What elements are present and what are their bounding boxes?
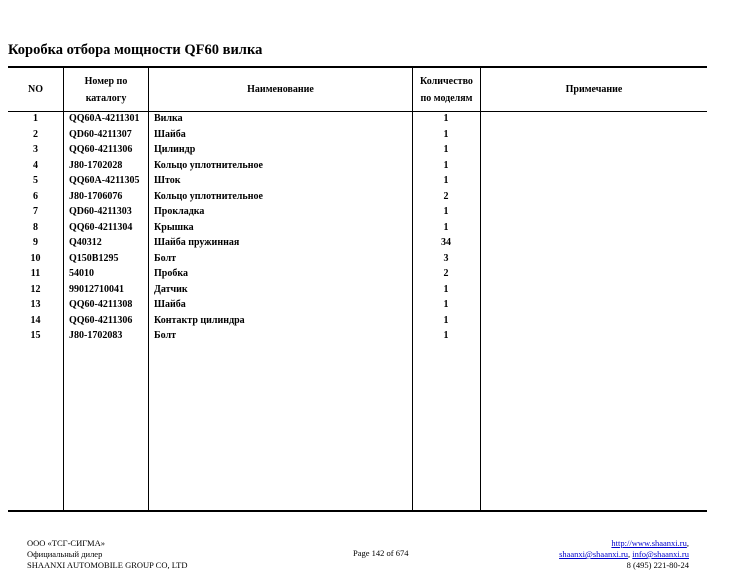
header-divider [8, 111, 707, 112]
row-quantity: 1 [443, 113, 449, 124]
row-no: 10 [30, 252, 41, 264]
row-quantity: 1 [443, 330, 449, 341]
row-catalog-number: QQ60A-4211305 [69, 175, 140, 186]
row-no: 4 [33, 159, 38, 171]
table-row [8, 299, 707, 315]
table-row [8, 222, 707, 238]
table-row [8, 175, 707, 191]
header-catalog-line2: каталогу [85, 92, 127, 104]
header-catalog-line1: Номер по [84, 75, 128, 87]
row-part-name: Кольцо уплотнительное [154, 159, 263, 171]
table-row [8, 253, 707, 269]
row-part-name: Шайба пружинная [154, 237, 240, 248]
header-no: NO [28, 84, 43, 95]
row-catalog-number: J80-1706076 [69, 190, 123, 202]
row-quantity: 34 [441, 237, 451, 248]
row-quantity: 1 [443, 221, 449, 233]
table-row [8, 144, 707, 160]
page-number: Page 142 of 674 [353, 548, 409, 558]
row-part-name: Болт [154, 330, 177, 341]
row-quantity: 1 [443, 283, 449, 295]
row-quantity: 1 [443, 144, 449, 155]
row-no: 5 [33, 175, 38, 186]
table-row [8, 237, 707, 253]
row-catalog-number: Q150B1295 [69, 252, 119, 264]
row-quantity: 1 [443, 128, 449, 140]
row-quantity: 2 [443, 190, 449, 202]
row-no: 6 [33, 190, 38, 202]
row-part-name: Кольцо уплотнительное [154, 190, 263, 202]
footer-phone: 8 (495) 221-80-24 [626, 560, 689, 570]
footer-dealer: Официальный дилер [27, 549, 103, 559]
footer-company: ООО «ТСГ-СИГМА» [27, 538, 105, 548]
row-catalog-number: 54010 [69, 268, 94, 279]
row-quantity: 2 [443, 268, 449, 279]
table-row [8, 129, 707, 145]
row-part-name: Болт [154, 252, 177, 264]
row-catalog-number: QD60-4211307 [69, 128, 132, 140]
row-no: 15 [30, 330, 41, 341]
row-catalog-number: QQ60-4211306 [69, 144, 133, 155]
row-quantity: 3 [443, 252, 449, 264]
email-link-info[interactable]: info@shaanxi.ru [632, 549, 689, 559]
row-part-name: Контактр цилиндра [154, 314, 245, 326]
row-quantity: 1 [443, 175, 449, 186]
table-row [8, 284, 707, 300]
row-catalog-number: J80-1702028 [69, 159, 123, 171]
table-row [8, 206, 707, 222]
row-part-name: Вилка [154, 113, 183, 124]
row-no: 13 [30, 299, 41, 310]
row-no: 7 [33, 206, 38, 217]
row-quantity: 1 [443, 206, 449, 217]
header-name: Наименование [247, 84, 314, 95]
footer-company-block [27, 538, 188, 571]
row-no: 8 [33, 221, 38, 233]
row-no: 11 [30, 268, 41, 279]
row-catalog-number: J80-1702083 [69, 330, 123, 341]
row-part-name: Шток [154, 175, 181, 186]
row-catalog-number: QQ60-4211308 [69, 299, 133, 310]
row-part-name: Прокладка [154, 206, 205, 217]
page-title: Коробка отбора мощности QF60 вилка [8, 42, 263, 58]
footer-group: SHAANXI AUTOMOBILE GROUP CO, LTD [27, 560, 188, 570]
row-part-name: Датчик [154, 283, 188, 295]
row-quantity: 1 [443, 314, 449, 326]
header-note: Примечание [565, 84, 623, 95]
table-row [8, 113, 707, 129]
row-catalog-number: QQ60A-4211301 [69, 113, 140, 124]
row-catalog-number: Q40312 [69, 237, 102, 248]
row-part-name: Цилиндр [154, 144, 196, 155]
email-link-shaanxi[interactable]: shaanxi@shaanxi.ru [559, 549, 629, 559]
row-catalog-number: QQ60-4211304 [69, 221, 133, 233]
table-row [8, 330, 707, 346]
row-quantity: 1 [443, 299, 449, 310]
row-catalog-number: QQ60-4211306 [69, 314, 133, 326]
row-part-name: Крышка [154, 221, 194, 233]
row-no: 3 [33, 144, 38, 155]
row-part-name: Пробка [154, 268, 188, 279]
row-part-name: Шайба [154, 128, 186, 140]
header-catalog [64, 68, 148, 111]
table-row [8, 160, 707, 176]
header-qty-line1: Количество [420, 75, 473, 87]
row-no: 9 [33, 237, 38, 248]
website-link[interactable]: http://www.shaanxi.ru [611, 538, 687, 548]
parts-table [8, 66, 707, 512]
row-no: 2 [33, 128, 38, 140]
table-row [8, 268, 707, 284]
row-no: 12 [30, 283, 41, 295]
footer-contacts: http://www.shaanxi.ru, shaanxi@shaanxi.ru, info@shaanxi.ru 8 (495) 221-80-24 [559, 538, 689, 570]
header-qty [413, 68, 480, 111]
table-row [8, 315, 707, 331]
row-part-name: Шайба [154, 299, 186, 310]
row-quantity: 1 [443, 159, 449, 171]
header-qty-line2: по моделям [420, 92, 473, 104]
row-no: 14 [30, 314, 41, 326]
row-catalog-number: QD60-4211303 [69, 206, 132, 217]
table-row [8, 191, 707, 207]
row-catalog-number: 99012710041 [69, 283, 124, 295]
row-no: 1 [33, 113, 38, 124]
